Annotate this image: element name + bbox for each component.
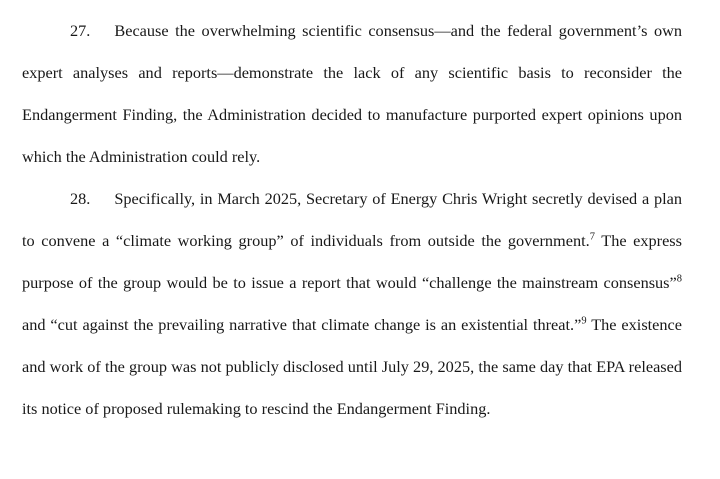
paragraph-text: Because the overwhelming scientific consensus—and the federal government’s own expert analyses and reports—demonstrate the lack of any scientific basis to reconsider the Endangerment Finding, the Administration decided to manufacture purported expert opinions upon which the Administration could rely. <box>22 21 682 166</box>
paragraph-text: The existence and work of the group was not publicly disclosed until July 29, 2025, the same day that EPA released its notice of proposed rulemaking to rescind the Endangerment Finding. <box>22 315 683 418</box>
paragraph-text: The express purpose of the group would be to issue a report that would “challenge the mainstream consensus” <box>22 231 682 292</box>
footnote-marker[interactable]: 7 <box>589 231 595 243</box>
footnote-marker[interactable]: 8 <box>676 273 682 285</box>
paragraph <box>22 10 682 178</box>
paragraph-number: 28. <box>70 189 91 208</box>
document-body <box>22 10 682 430</box>
paragraph-text: Specifically, in March 2025, Secretary of Energy Chris Wright secretly devised a plan to convene a “climate working group” of individuals from outside the government. <box>22 189 682 250</box>
footnote-marker[interactable]: 9 <box>581 315 587 327</box>
paragraph <box>22 178 682 430</box>
paragraph-number: 27. <box>70 21 91 40</box>
paragraph-text: and “cut against the prevailing narrative that climate change is an existential threat.” <box>22 315 582 334</box>
